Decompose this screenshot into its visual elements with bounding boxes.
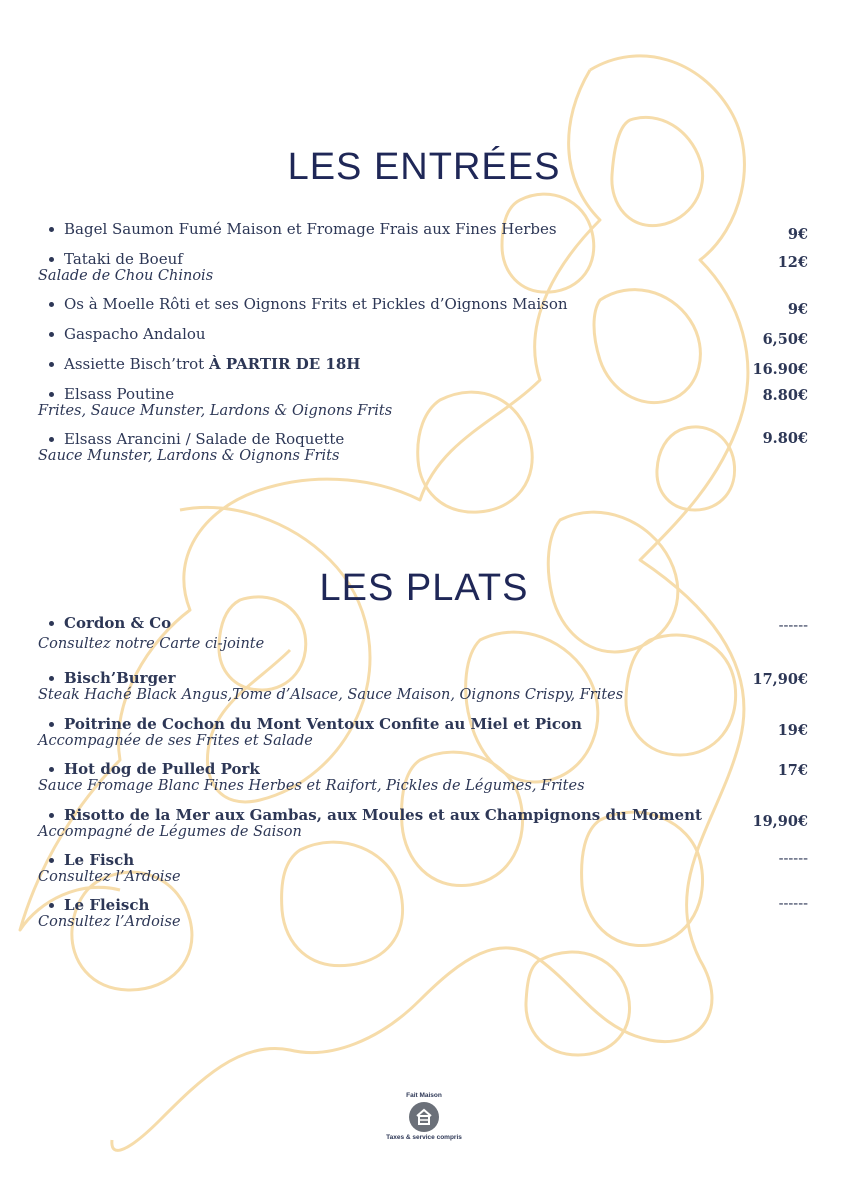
item-price: 19€ — [777, 722, 808, 739]
item-name: Bisch’Burger — [38, 669, 808, 687]
menu-item-bisch-burger — [38, 669, 808, 704]
entrees-title: LES ENTRÉES — [287, 146, 561, 188]
item-description: Frites, Sauce Munster, Lardons & Oignons Frits — [38, 403, 393, 419]
taxes-label: Taxes & service compris — [386, 1134, 462, 1141]
item-description: Steak Haché Black Angus,Tome d’Alsace, Sauce Maison, Oignons Crispy, Frites — [38, 687, 624, 703]
item-name: Elsass Arancini / Salade de Roquette — [38, 430, 808, 448]
item-description: Consultez notre Carte ci-jointe — [38, 636, 265, 652]
item-price: ------ — [778, 896, 808, 912]
menu-item-hot-dog — [38, 760, 808, 795]
item-price: 6,50€ — [762, 331, 808, 348]
menu-item-le-fisch — [38, 851, 808, 886]
item-name: Gaspacho Andalou — [38, 325, 808, 343]
footer-badge — [374, 1092, 474, 1141]
item-name: Elsass Poutine — [38, 385, 808, 403]
item-name: Le Fisch — [38, 851, 808, 869]
item-price: 17€ — [777, 762, 808, 779]
item-description: Sauce Munster, Lardons & Oignons Frits — [38, 448, 340, 464]
menu-item-le-fleisch — [38, 896, 808, 931]
menu-item-poitrine — [38, 715, 808, 750]
item-name: Hot dog de Pulled Pork — [38, 760, 808, 778]
menu-item-os-a-moelle — [38, 295, 808, 318]
menu-item-arancini — [38, 430, 808, 465]
item-price: ------ — [778, 851, 808, 867]
item-description: Salade de Chou Chinois — [38, 268, 214, 284]
menu-item-cordon — [38, 614, 808, 653]
item-name: Cordon & Co — [38, 614, 808, 632]
item-price: 9.80€ — [762, 430, 808, 447]
item-description: Sauce Fromage Blanc Fines Herbes et Raifort, Pickles de Légumes, Frites — [38, 778, 585, 794]
item-name: Poitrine de Cochon du Mont Ventoux Confite au Miel et Picon — [38, 715, 808, 733]
item-price: 8.80€ — [762, 387, 808, 404]
item-name: Os à Moelle Rôti et ses Oignons Frits et Pickles d’Oignons Maison — [38, 295, 808, 313]
plats-title: LES PLATS — [319, 567, 529, 609]
menu-item-risotto — [38, 806, 808, 841]
item-name: Le Fleisch — [38, 896, 808, 914]
house-icon — [409, 1102, 439, 1132]
item-price: 17,90€ — [752, 671, 808, 688]
item-name — [38, 355, 808, 373]
item-price: ------ — [778, 618, 808, 634]
item-name: Bagel Saumon Fumé Maison et Fromage Frais aux Fines Herbes — [38, 220, 808, 238]
item-name-highlight: À PARTIR DE 18H — [208, 355, 361, 373]
menu-item-tataki — [38, 250, 808, 285]
item-description: Accompagné de Légumes de Saison — [38, 824, 302, 840]
item-name: Risotto de la Mer aux Gambas, aux Moules et aux Champignons du Moment — [38, 806, 808, 824]
item-name-text: Assiette Bisch’trot — [64, 355, 209, 373]
item-description: Accompagnée de ses Frites et Salade — [38, 733, 313, 749]
menu-item-gaspacho — [38, 325, 808, 348]
menu-item-assiette — [38, 355, 808, 378]
item-price: 16.90€ — [752, 361, 808, 378]
item-price: 12€ — [777, 254, 808, 271]
item-description: Consultez l’Ardoise — [38, 914, 181, 930]
item-description: Consultez l’Ardoise — [38, 869, 181, 885]
item-price: 9€ — [787, 226, 808, 243]
menu-item-poutine — [38, 385, 808, 420]
item-price: 19,90€ — [752, 813, 808, 830]
item-name: Tataki de Boeuf — [38, 250, 808, 268]
menu-item-bagel — [38, 220, 808, 243]
item-price: 9€ — [787, 301, 808, 318]
fait-maison-label: Fait Maison — [406, 1092, 442, 1099]
